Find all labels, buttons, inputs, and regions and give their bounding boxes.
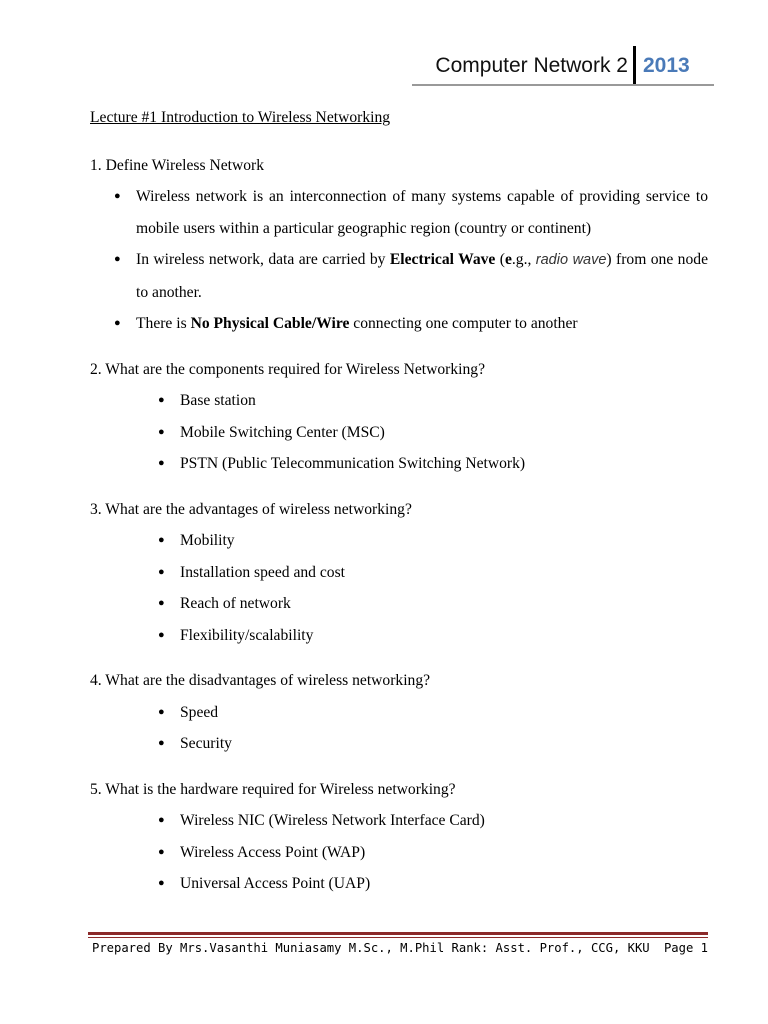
list-item bbox=[136, 181, 708, 244]
list-item: ● Mobility bbox=[180, 525, 708, 557]
page-header bbox=[0, 46, 768, 86]
list-item: ● Security bbox=[180, 728, 708, 760]
list-item bbox=[136, 308, 708, 340]
footer-author: Prepared By Mrs.Vasanthi Muniasamy M.Sc., M.Phil Rank: Asst. Prof., CCG, KKU bbox=[92, 941, 650, 955]
header-separator bbox=[633, 46, 636, 86]
bullet-text: ) from one node to another. bbox=[136, 251, 708, 301]
page-number: Page 1 bbox=[663, 941, 708, 955]
list-item: ● Reach of network bbox=[180, 588, 708, 620]
question-1-heading: 1. Define Wireless Network bbox=[90, 156, 265, 174]
bullet-text: .g., bbox=[511, 251, 536, 268]
bold-term: e bbox=[504, 251, 512, 268]
footer-rule bbox=[88, 937, 708, 938]
list-item bbox=[136, 244, 708, 308]
question-3-list bbox=[180, 525, 708, 651]
question-1-list bbox=[136, 181, 708, 340]
list-item: ● Installation speed and cost bbox=[180, 557, 708, 589]
header-rule bbox=[412, 84, 714, 86]
list-item: ● Wireless NIC (Wireless Network Interface Card) bbox=[180, 805, 708, 837]
list-item: ● Universal Access Point (UAP) bbox=[180, 868, 708, 900]
lecture-title: Lecture #1 Introduction to Wireless Networking bbox=[90, 109, 391, 126]
footer-rule bbox=[88, 932, 708, 935]
question-3-heading: 3. What are the advantages of wireless networking? bbox=[90, 500, 412, 518]
list-item: ● Mobile Switching Center (MSC) bbox=[180, 417, 708, 449]
header-title: Computer Network 2 bbox=[435, 54, 628, 77]
italic-term: radio wave bbox=[535, 252, 607, 268]
header-year: 2013 bbox=[643, 54, 690, 77]
bullet-text: connecting one computer to another bbox=[349, 315, 578, 332]
list-item: ● Base station bbox=[180, 385, 708, 417]
bold-term: No Physical Cable/Wire bbox=[190, 315, 350, 332]
bullet-text: In wireless network, data are carried by bbox=[136, 251, 390, 268]
question-4-heading: 4. What are the disadvantages of wireless networking? bbox=[90, 672, 431, 689]
document-body bbox=[90, 100, 708, 900]
question-5-heading: 5. What is the hardware required for Wireless networking? bbox=[90, 780, 456, 798]
question-5-list bbox=[180, 805, 708, 900]
bullet-text: Wireless network is an interconnection of many systems capable of providing service to mobile users within a particular geographic region (country or continent) bbox=[136, 188, 708, 237]
bullet-text: ( bbox=[495, 251, 505, 268]
list-item: ● Flexibility/scalability bbox=[180, 620, 708, 652]
question-4-list bbox=[180, 697, 708, 760]
list-item: ● PSTN (Public Telecommunication Switching Network) bbox=[180, 448, 708, 480]
bold-term: Electrical Wave bbox=[389, 251, 496, 268]
list-item: ● Speed bbox=[180, 697, 708, 729]
question-2-heading: 2. What are the components required for Wireless Networking? bbox=[90, 360, 486, 378]
bullet-text: There is bbox=[136, 315, 191, 332]
question-2-list bbox=[180, 385, 708, 480]
list-item: ● Wireless Access Point (WAP) bbox=[180, 837, 708, 869]
